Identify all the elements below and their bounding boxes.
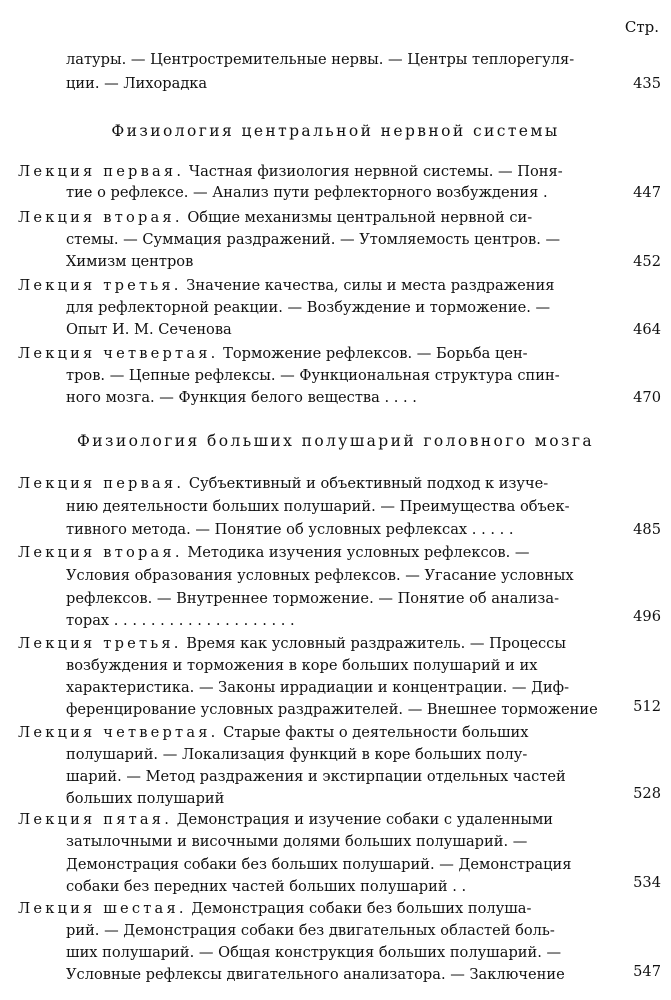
entry-line: для рефлекторной реакции. — Возбуждение и торможение. —: [66, 299, 551, 316]
page-number: 464: [633, 321, 661, 338]
entry-text: Время как условный раздражитель. — Процессы: [186, 635, 566, 652]
entry-first-line: [18, 634, 606, 654]
entry-text: Демонстрация и изучение собаки с удаленными: [176, 811, 554, 828]
entry-first-line: [18, 810, 606, 830]
entry-line: рий. — Демонстрация собаки без двигательных областей боль-: [66, 922, 555, 939]
entry-line: нию деятельности больших полушарий. — Преимущества объек-: [66, 498, 570, 515]
lecture-label: Лекция третья.: [18, 635, 182, 652]
entry-line: тров. — Цепные рефлексы. — Функциональная структура спин-: [66, 367, 560, 384]
page-number: 447: [633, 184, 661, 201]
lecture-label: Лекция вторая.: [18, 209, 183, 226]
entry-line: тивного метода. — Понятие об условных рефлексах . . . . .: [66, 521, 514, 538]
entry-line: ференцирование условных раздражителей. — Внешнее торможение: [66, 701, 598, 718]
entry-line: шарий. — Метод раздражения и экстирпации отдельных частей: [66, 768, 566, 785]
section-heading: Физиология центральной нервной системы: [111, 122, 560, 140]
page-number: 512: [633, 698, 661, 715]
entry-line: торах . . . . . . . . . . . . . . . . . . . .: [66, 612, 295, 629]
page-number: 470: [633, 389, 661, 406]
entry-line: ного мозга. — Функция белого вещества . . . .: [66, 389, 417, 406]
entry-first-line: [18, 208, 606, 228]
lecture-label: Лекция вторая.: [18, 544, 183, 561]
entry-first-line: [18, 344, 606, 364]
lecture-label: Лекция четвертая.: [18, 345, 219, 362]
entry-line: Опыт И. М. Сеченова: [66, 321, 232, 338]
entry-line: Условия образования условных рефлексов. — Угасание условных: [66, 567, 574, 584]
entry-first-line: [18, 899, 606, 919]
page-number: 528: [633, 785, 661, 802]
entry-line: больших полушарий: [66, 790, 225, 807]
entry-line: Демонстрация собаки без больших полушарий. — Демонстрация: [66, 856, 572, 873]
section-heading: Физиология больших полушарий головного мозга: [76, 432, 594, 450]
entry-line: возбуждения и торможения в коре больших полушарий и их: [66, 657, 538, 674]
entry-text: Методика изучения условных рефлексов. —: [187, 544, 530, 561]
lecture-label: Лекция первая.: [18, 475, 185, 492]
entry-line: затылочными и височными долями больших полушарий. —: [66, 833, 528, 850]
entry-line: собаки без передних частей больших полушарий . .: [66, 878, 467, 895]
entry-line: характеристика. — Законы иррадиации и концентрации. — Диф-: [66, 679, 570, 696]
page-number: 485: [633, 521, 661, 538]
lecture-label: Лекция пятая.: [18, 811, 173, 828]
entry-line: стемы. — Суммация раздражений. — Утомляемость центров. —: [66, 231, 561, 248]
entry-line: полушарий. — Локализация функций в коре больших полу-: [66, 746, 528, 763]
entry-first-line: [18, 276, 606, 296]
entry-line: Условные рефлексы двигательного анализатора. — Заключение: [66, 966, 565, 983]
lecture-label: Лекция четвертая.: [18, 724, 219, 741]
entry-text: Старые факты о деятельности больших: [223, 724, 529, 741]
entry-line: тие о рефлексе. — Анализ пути рефлекторного возбуждения .: [66, 184, 548, 201]
entry-first-line: [18, 474, 606, 494]
page-number: 547: [633, 963, 661, 980]
lecture-label: Лекция первая.: [18, 163, 185, 180]
entry-text: Субъективный и объективный подход к изуче-: [188, 475, 549, 492]
lecture-label: Лекция третья.: [18, 277, 182, 294]
entry-line: рефлексов. — Внутреннее торможение. — Понятие об анализа-: [66, 590, 560, 607]
page-number: 435: [633, 75, 661, 92]
entry-text: Значение качества, силы и места раздражения: [186, 277, 555, 294]
entry-line: Химизм центров: [66, 253, 194, 270]
page-column-label: Стр.: [624, 18, 659, 36]
page-number: 452: [633, 253, 661, 270]
entry-first-line: [18, 162, 606, 182]
page-number: 496: [633, 608, 661, 625]
entry-text: Частная физиология нервной системы. — Поня-: [188, 163, 563, 180]
entry-first-line: [18, 723, 606, 743]
entry-text: Демонстрация собаки без больших полуша-: [191, 900, 532, 917]
page-number: 534: [633, 874, 661, 891]
entry-first-line: [18, 543, 606, 563]
entry-text: Торможение рефлексов. — Борьба цен-: [223, 345, 528, 362]
lecture-label: Лекция шестая.: [18, 900, 187, 917]
entry-line: ших полушарий. — Общая конструкция больших полушарий. —: [66, 944, 562, 961]
entry-text: Общие механизмы центральной нервной си-: [187, 209, 533, 226]
entry-line: ции. — Лихорадка: [66, 75, 208, 92]
entry-line: латуры. — Центростремительные нервы. — Центры теплорегуля-: [66, 51, 575, 68]
